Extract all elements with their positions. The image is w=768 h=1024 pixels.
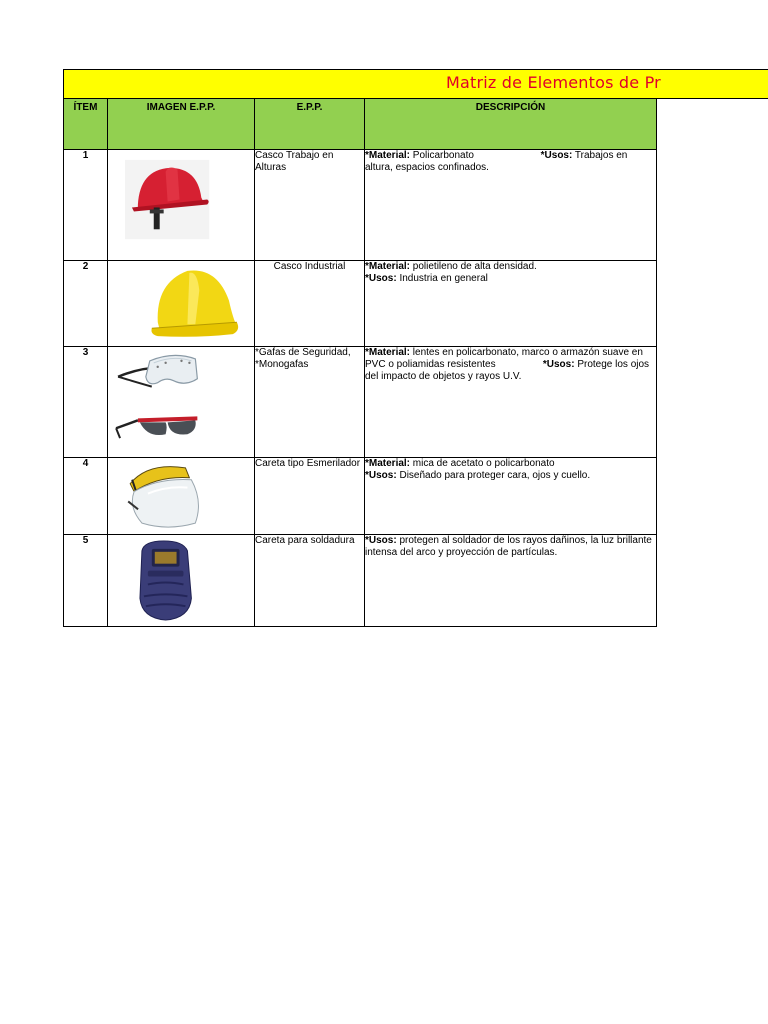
- epp-image-cell: [108, 150, 255, 261]
- material-value: Policarbonato: [410, 150, 474, 161]
- welding-helmet-icon: [108, 535, 254, 626]
- item-number: 4: [64, 458, 108, 535]
- epp-image-cell: [108, 347, 255, 458]
- material-label: *Material:: [365, 458, 411, 469]
- header-descripcion: DESCRIPCIÓN: [365, 99, 657, 150]
- epp-description: [365, 261, 657, 347]
- material-value: polietileno de alta densidad.: [410, 261, 537, 272]
- table-row: [64, 535, 657, 627]
- material-label: *Material:: [365, 150, 411, 161]
- item-number: 2: [64, 261, 108, 347]
- table-row: [64, 347, 657, 458]
- table-row: [64, 261, 657, 347]
- grinding-face-shield-icon: [108, 458, 254, 534]
- usos-label: *Usos:: [365, 535, 397, 546]
- usos-label: *Usos:: [365, 470, 397, 481]
- usos-value: Protege los ojos del impacto de objetos y rayos U.V.: [365, 359, 650, 382]
- material-label: *Material:: [365, 261, 411, 272]
- material-value: mica de acetato o policarbonato: [410, 458, 555, 469]
- item-number: 3: [64, 347, 108, 458]
- safety-goggles-icon: [108, 347, 254, 457]
- material-label: *Material:: [365, 347, 411, 358]
- sheet-title: Matriz de Elementos de Pr: [446, 73, 661, 92]
- item-number: 1: [64, 150, 108, 261]
- usos-value: protegen al soldador de los rayos dañinos, la luz brillante intensa del arco y proyección de partículas.: [365, 535, 652, 558]
- item-number: 5: [64, 535, 108, 627]
- epp-name-line: *Monogafas: [255, 359, 309, 370]
- epp-description: [365, 458, 657, 535]
- table-row: [64, 458, 657, 535]
- epp-name: Casco Trabajo en Alturas: [255, 150, 365, 261]
- header-item: ÍTEM: [64, 99, 108, 150]
- epp-description: [365, 347, 657, 458]
- epp-name: [255, 347, 365, 458]
- epp-name-line: *Gafas de Seguridad,: [255, 347, 351, 358]
- title-bar: [63, 69, 768, 99]
- material-value: lentes en policarbonato, marco o armazón suave en PVC o poliamidas resistentes: [365, 347, 643, 370]
- table-row: [64, 150, 657, 261]
- epp-image-cell: [108, 535, 255, 627]
- epp-image-cell: [108, 261, 255, 347]
- epp-name: Careta tipo Esmerilador: [255, 458, 365, 535]
- usos-label: *Usos:: [542, 359, 575, 370]
- epp-description: [365, 535, 657, 627]
- red-hard-hat-icon: [108, 150, 254, 260]
- usos-value: Diseñado para proteger cara, ojos y cuello.: [396, 470, 591, 481]
- epp-name: Casco Industrial: [255, 261, 365, 347]
- usos-value: Trabajos en altura, espacios confinados.: [365, 150, 628, 173]
- epp-matrix-table: [63, 98, 657, 627]
- header-row: [64, 99, 657, 150]
- yellow-hard-hat-icon: [108, 261, 254, 346]
- epp-image-cell: [108, 458, 255, 535]
- usos-label: *Usos:: [365, 273, 397, 284]
- usos-value: Industria en general: [396, 273, 488, 284]
- header-imagen: IMAGEN E.P.P.: [108, 99, 255, 150]
- epp-description: [365, 150, 657, 261]
- usos-label: *Usos:: [540, 150, 573, 161]
- header-epp: E.P.P.: [255, 99, 365, 150]
- epp-name: Careta para soldadura: [255, 535, 365, 627]
